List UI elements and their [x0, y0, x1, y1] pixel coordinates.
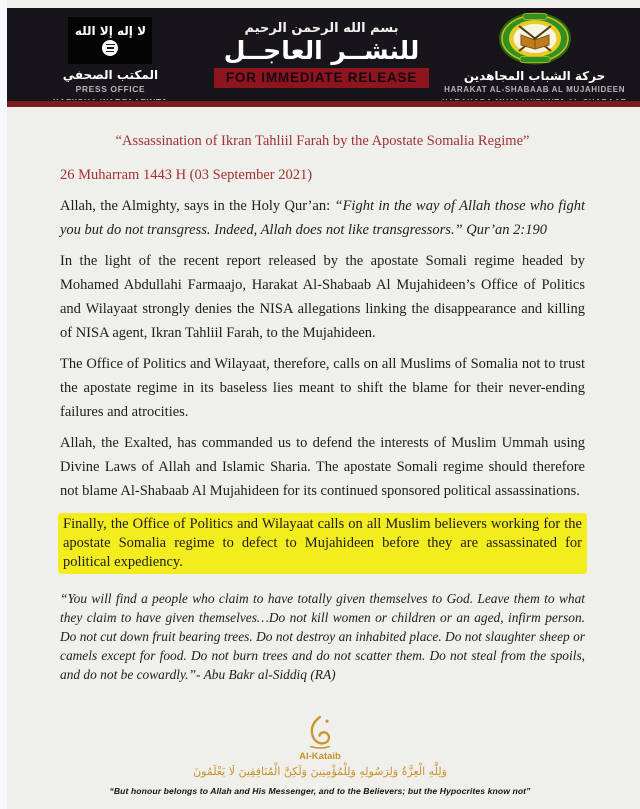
paragraph-defense: Allah, the Exalted, has commanded us to defend the interests of Muslim Ummah using Divine Laws of Allah and Islamic Sharia. The apostate Somali regime should therefore not blame Al-Shabaab Al Mujahideen for its continued sponsored political assassinations.: [60, 435, 585, 499]
paragraph-call-on-muslims: The Office of Politics and Wilayaat, therefore, calls on all Muslims of Somalia not to trust the apostate regime in its baseless lies meant to shift the blame for their never-ending failures and atrocities.: [60, 356, 585, 420]
document-footer: [0, 714, 640, 796]
letterhead-right-block: [429, 8, 640, 108]
press-office-english: PRESS OFFICE: [75, 84, 146, 95]
press-office-arabic: المكتب الصحفي: [62, 68, 159, 82]
verse-quote: “Fight in the way of Allah those who fight you but do not transgress. Indeed, Allah does not like transgressors.” Qur’an 2:190: [60, 198, 585, 238]
bismillah-text: بسم الله الرحمن الرحيم: [244, 21, 399, 36]
black-flag-logo: [68, 17, 152, 64]
document-date: 26 Muharram 1443 H (03 September 2021): [60, 167, 313, 183]
document-title: “Assassination of Ikran Tahliil Farah by the Apostate Somalia Regime”: [115, 133, 530, 149]
paragraph-highlighted: Finally, the Office of Politics and Wilayaat calls on all Muslim believers working for the apostate Somalia regime to defect to Mujahideen before they are assassinated for political expediency.: [60, 513, 585, 574]
movement-name-arabic: حركة الشباب المجاهدين: [463, 69, 606, 83]
paragraph-denial: In the light of the recent report released by the apostate Somali regime headed by Mohamed Abdullahi Farmaajo, Harakat Al-Shabaab Al Mujahideen’s Office of Politics and Wilayaat strongly denies the NISA allegations linking the disappearance and killing of NISA agent, Ikran Tahliil Farah, to the Mujahideen.: [60, 253, 585, 341]
prophet-seal-icon: [102, 40, 118, 56]
flag-shahada-text: لا إله إلا الله: [74, 24, 147, 38]
verse-intro: Allah, the Almighty, says in the Holy Qur’an:: [60, 198, 335, 214]
header-red-divider: [7, 100, 640, 107]
document-body: [0, 115, 640, 697]
footer-quran-translation: “But honour belongs to Allah and His Messenger, and to the Believers; but the Hypocrites know not”: [109, 786, 531, 796]
organization-emblem-icon: [498, 12, 572, 65]
urgent-release-arabic: للنشــر العاجــل: [223, 36, 420, 65]
letterhead-center-block: [214, 8, 429, 88]
letterhead-left-block: [7, 8, 214, 108]
immediate-release-banner: FOR IMMEDIATE RELEASE: [214, 68, 429, 88]
movement-name-english: HARAKAT AL-SHABAAB AL MUJAHIDEEN: [444, 85, 626, 95]
letterhead: [7, 8, 640, 107]
footer-quran-arabic: وَلِلَّهِ الْعِزَّةُ وَلِرَسُولِهِ وَلِلْمُؤْمِنِينَ وَلَكِنَّ الْمُنَافِقِينَ لَا يَعْلَمُونَ: [193, 765, 447, 778]
paragraph-quran-verse: [60, 194, 585, 242]
paragraph-abu-bakr-quote: “You will find a people who claim to have totally given themselves to God. Leave them to what they claim to have given themselves…Do not kill women or children or an aged, infirm person. Do not cut down fruit bearing trees. Do not destroy an inhabited place. Do not slaughter sheep or camels except for food. Do not burn trees and do not scatter them. Do not steal from the spoils, and do not be cowardly.”- Abu Bakr al-Siddiq (RA): [60, 590, 585, 682]
al-kataib-logo-icon: [304, 714, 336, 750]
al-kataib-label: Al-Kataib: [299, 751, 341, 762]
